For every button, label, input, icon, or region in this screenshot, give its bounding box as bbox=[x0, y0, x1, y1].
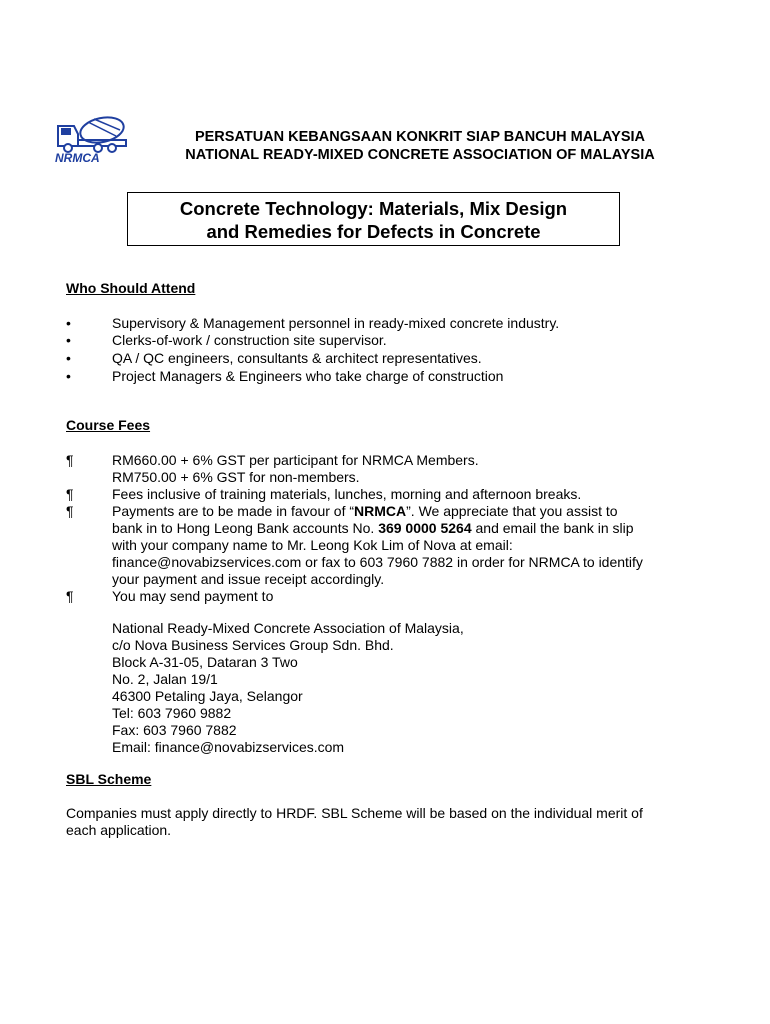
attendee-item: QA / QC engineers, consultants & architect representatives. bbox=[112, 350, 482, 366]
fee-members: RM660.00 + 6% GST per participant for NRMCA Members. bbox=[112, 452, 479, 468]
org-name-english: NATIONAL READY-MIXED CONCRETE ASSOCIATION OF MALAYSIA bbox=[185, 147, 655, 163]
org-name-malay: PERSATUAN KEBANGSAAN KONKRIT SIAP BANCUH MALAYSIA bbox=[194, 129, 646, 145]
bullet-icon: • bbox=[66, 350, 71, 366]
bullet-icon: • bbox=[66, 368, 71, 384]
attendee-item: Clerks-of-work / construction site supervisor. bbox=[112, 332, 387, 348]
pilcrow-icon: ¶ bbox=[66, 486, 74, 502]
address-line: c/o Nova Business Services Group Sdn. Bhd. bbox=[112, 637, 394, 653]
course-title-box bbox=[127, 192, 620, 246]
pilcrow-icon: ¶ bbox=[66, 588, 74, 604]
nrmca-logo bbox=[54, 112, 134, 164]
organisation-header bbox=[140, 128, 700, 164]
attendee-item: Project Managers & Engineers who take charge of construction bbox=[112, 368, 504, 384]
logo-text: NRMCA bbox=[55, 151, 100, 164]
address-line: 46300 Petaling Jaya, Selangor bbox=[112, 688, 303, 704]
bank-account-number: 369 0000 5264 bbox=[378, 520, 472, 536]
bullet-icon: • bbox=[66, 332, 71, 348]
address-line: National Ready-Mixed Concrete Association of Malaysia, bbox=[112, 620, 464, 636]
address-line: Tel: 603 7960 9882 bbox=[112, 705, 232, 721]
attendee-item: Supervisory & Management personnel in ready-mixed concrete industry. bbox=[112, 315, 560, 331]
who-should-attend-heading: Who Should Attend bbox=[66, 280, 196, 296]
mixer-truck-icon bbox=[54, 112, 134, 164]
address-line: Fax: 603 7960 7882 bbox=[112, 722, 237, 738]
address-line: Email: finance@novabizservices.com bbox=[112, 739, 345, 755]
sbl-scheme-text: Companies must apply directly to HRDF. SBL Scheme will be based on the individual merit of each application. bbox=[66, 805, 643, 838]
course-title-line1: Concrete Technology: Materials, Mix Design bbox=[179, 198, 568, 219]
payment-instructions: Payments are to be made in favour of “NRMCA”. We appreciate that you assist to bank in to Hong Leong Bank accounts No. 369 0000 5264 and email the bank in slip with your company name to Mr. Leong Kok Lim of Nova at email: finance@novabizservices.com or fax to 603 7960 7882 in order for NRMCA to identify your payment and issue receipt accordingly. bbox=[112, 503, 643, 587]
mailing-address bbox=[112, 620, 712, 756]
course-fees-heading: Course Fees bbox=[66, 417, 151, 433]
pilcrow-icon: ¶ bbox=[66, 503, 74, 519]
course-title-line2: and Remedies for Defects in Concrete bbox=[206, 221, 541, 242]
bullet-icon: • bbox=[66, 315, 71, 331]
address-line: No. 2, Jalan 19/1 bbox=[112, 671, 218, 687]
payee-name: NRMCA bbox=[354, 503, 407, 519]
sbl-scheme-heading: SBL Scheme bbox=[66, 771, 152, 787]
address-line: Block A-31-05, Dataran 3 Two bbox=[112, 654, 298, 670]
send-payment-to: You may send payment to bbox=[112, 588, 274, 604]
pilcrow-icon: ¶ bbox=[66, 452, 74, 468]
fee-non-members: RM750.00 + 6% GST for non-members. bbox=[112, 469, 360, 485]
fees-inclusive: Fees inclusive of training materials, lunches, morning and afternoon breaks. bbox=[112, 486, 582, 502]
